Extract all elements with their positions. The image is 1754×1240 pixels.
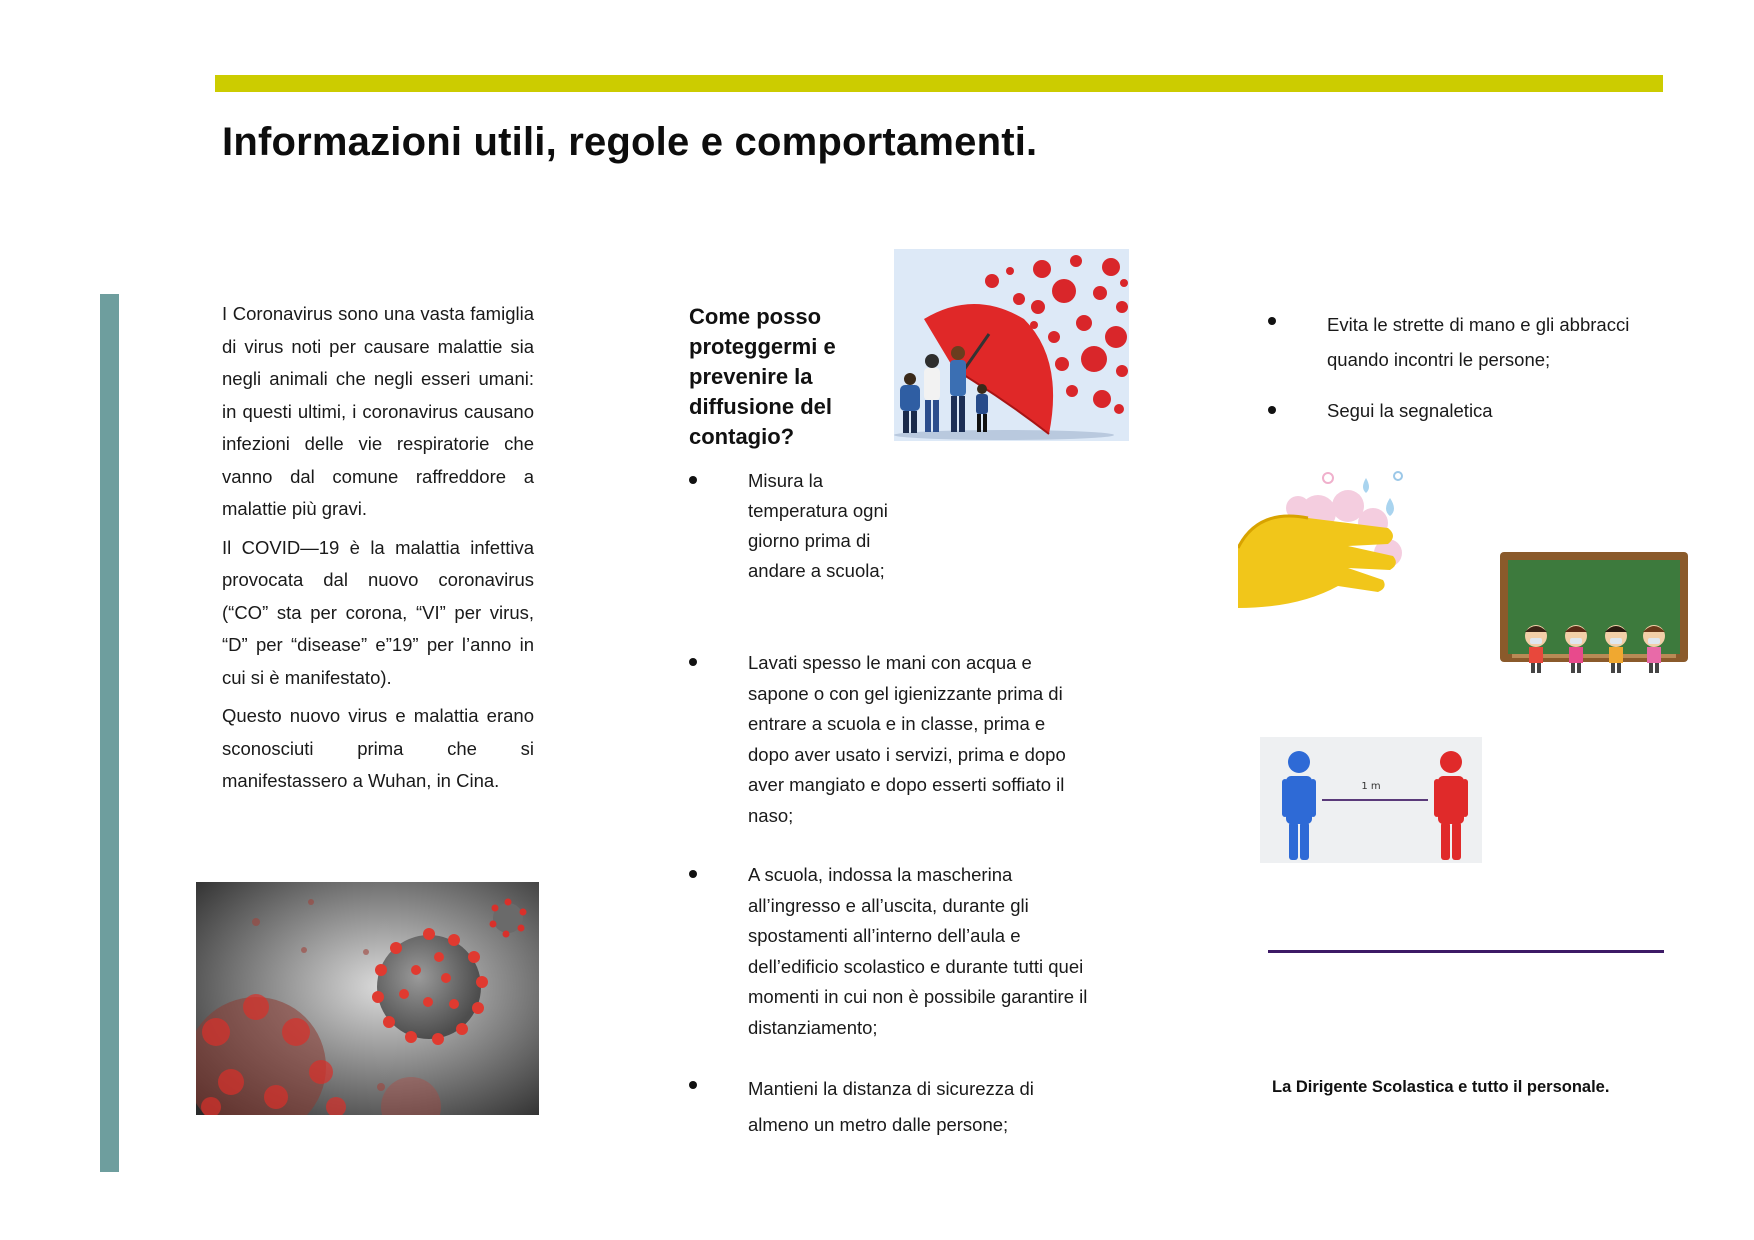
signature: La Dirigente Scolastica e tutto il personale.: [1272, 1078, 1610, 1096]
bullet-text: Misura la temperatura ogni giorno prima di andare a scuola;: [748, 470, 888, 581]
coronavirus-image: [196, 882, 539, 1115]
bullet-dot: [1268, 406, 1276, 414]
prevention-question: Come posso proteggermi e prevenire la diffusione del contagio?: [689, 304, 836, 449]
classroom-board-image: [1498, 552, 1690, 680]
intro-paragraph-3: Questo nuovo virus e malattia erano sconosciuti prima che si manifestassero a Wuhan, in Cina.: [222, 705, 534, 791]
bullet-text: A scuola, indossa la mascherina all’ingresso e all’uscita, durante gli spostamenti all’interno dell’aula e dell’edificio scolastico e durante tutti quei momenti in cui non è possibile garantire il distanziamento;: [748, 864, 1088, 1038]
social-distance-image: [1260, 737, 1482, 863]
intro-paragraph-1: I Coronavirus sono una vasta famiglia di virus noti per causare malattie sia negli animali che negli esseri umani: in questi ultimi, i coronavirus causano infezioni delle vie respiratorie che vanno dal comune raffreddore a malattie più gravi.: [222, 303, 534, 519]
bullet-text: Segui la segnaletica: [1327, 400, 1493, 421]
distance-label: 1 m: [1361, 781, 1381, 792]
bullet-dot: [1268, 317, 1276, 325]
bullet-text: Lavati spesso le mani con acqua e sapone o con gel igienizzante prima di entrare a scuola e in classe, prima e dopo aver usato i servizi, prima e dopo aver mangiato e dopo esserti soffiato il naso;: [748, 652, 1066, 826]
bullet-dot: [689, 1081, 697, 1089]
intro-text: [222, 298, 534, 804]
handwashing-icon: [1238, 468, 1418, 608]
header-accent-bar: [215, 75, 1663, 92]
bullet-dot: [689, 870, 697, 878]
bullet-dot: [689, 476, 697, 484]
section-divider: [1268, 950, 1664, 953]
bullet-text: Mantieni la distanza di sicurezza di almeno un metro dalle persone;: [748, 1078, 1034, 1135]
umbrella-protection-image: [894, 249, 1129, 441]
bullet-text: Evita le strette di mano e gli abbracci quando incontri le persone;: [1327, 314, 1630, 370]
intro-paragraph-2: Il COVID—19 è la malattia infettiva provocata dal nuovo coronavirus (“CO” sta per corona, “VI” per virus, “D” per “disease” e”19” per l’anno in cui si è manifestato).: [222, 536, 534, 688]
side-accent-bar: [100, 294, 119, 1172]
bullet-dot: [689, 658, 697, 666]
page-title: Informazioni utili, regole e comportamenti.: [222, 120, 1038, 164]
